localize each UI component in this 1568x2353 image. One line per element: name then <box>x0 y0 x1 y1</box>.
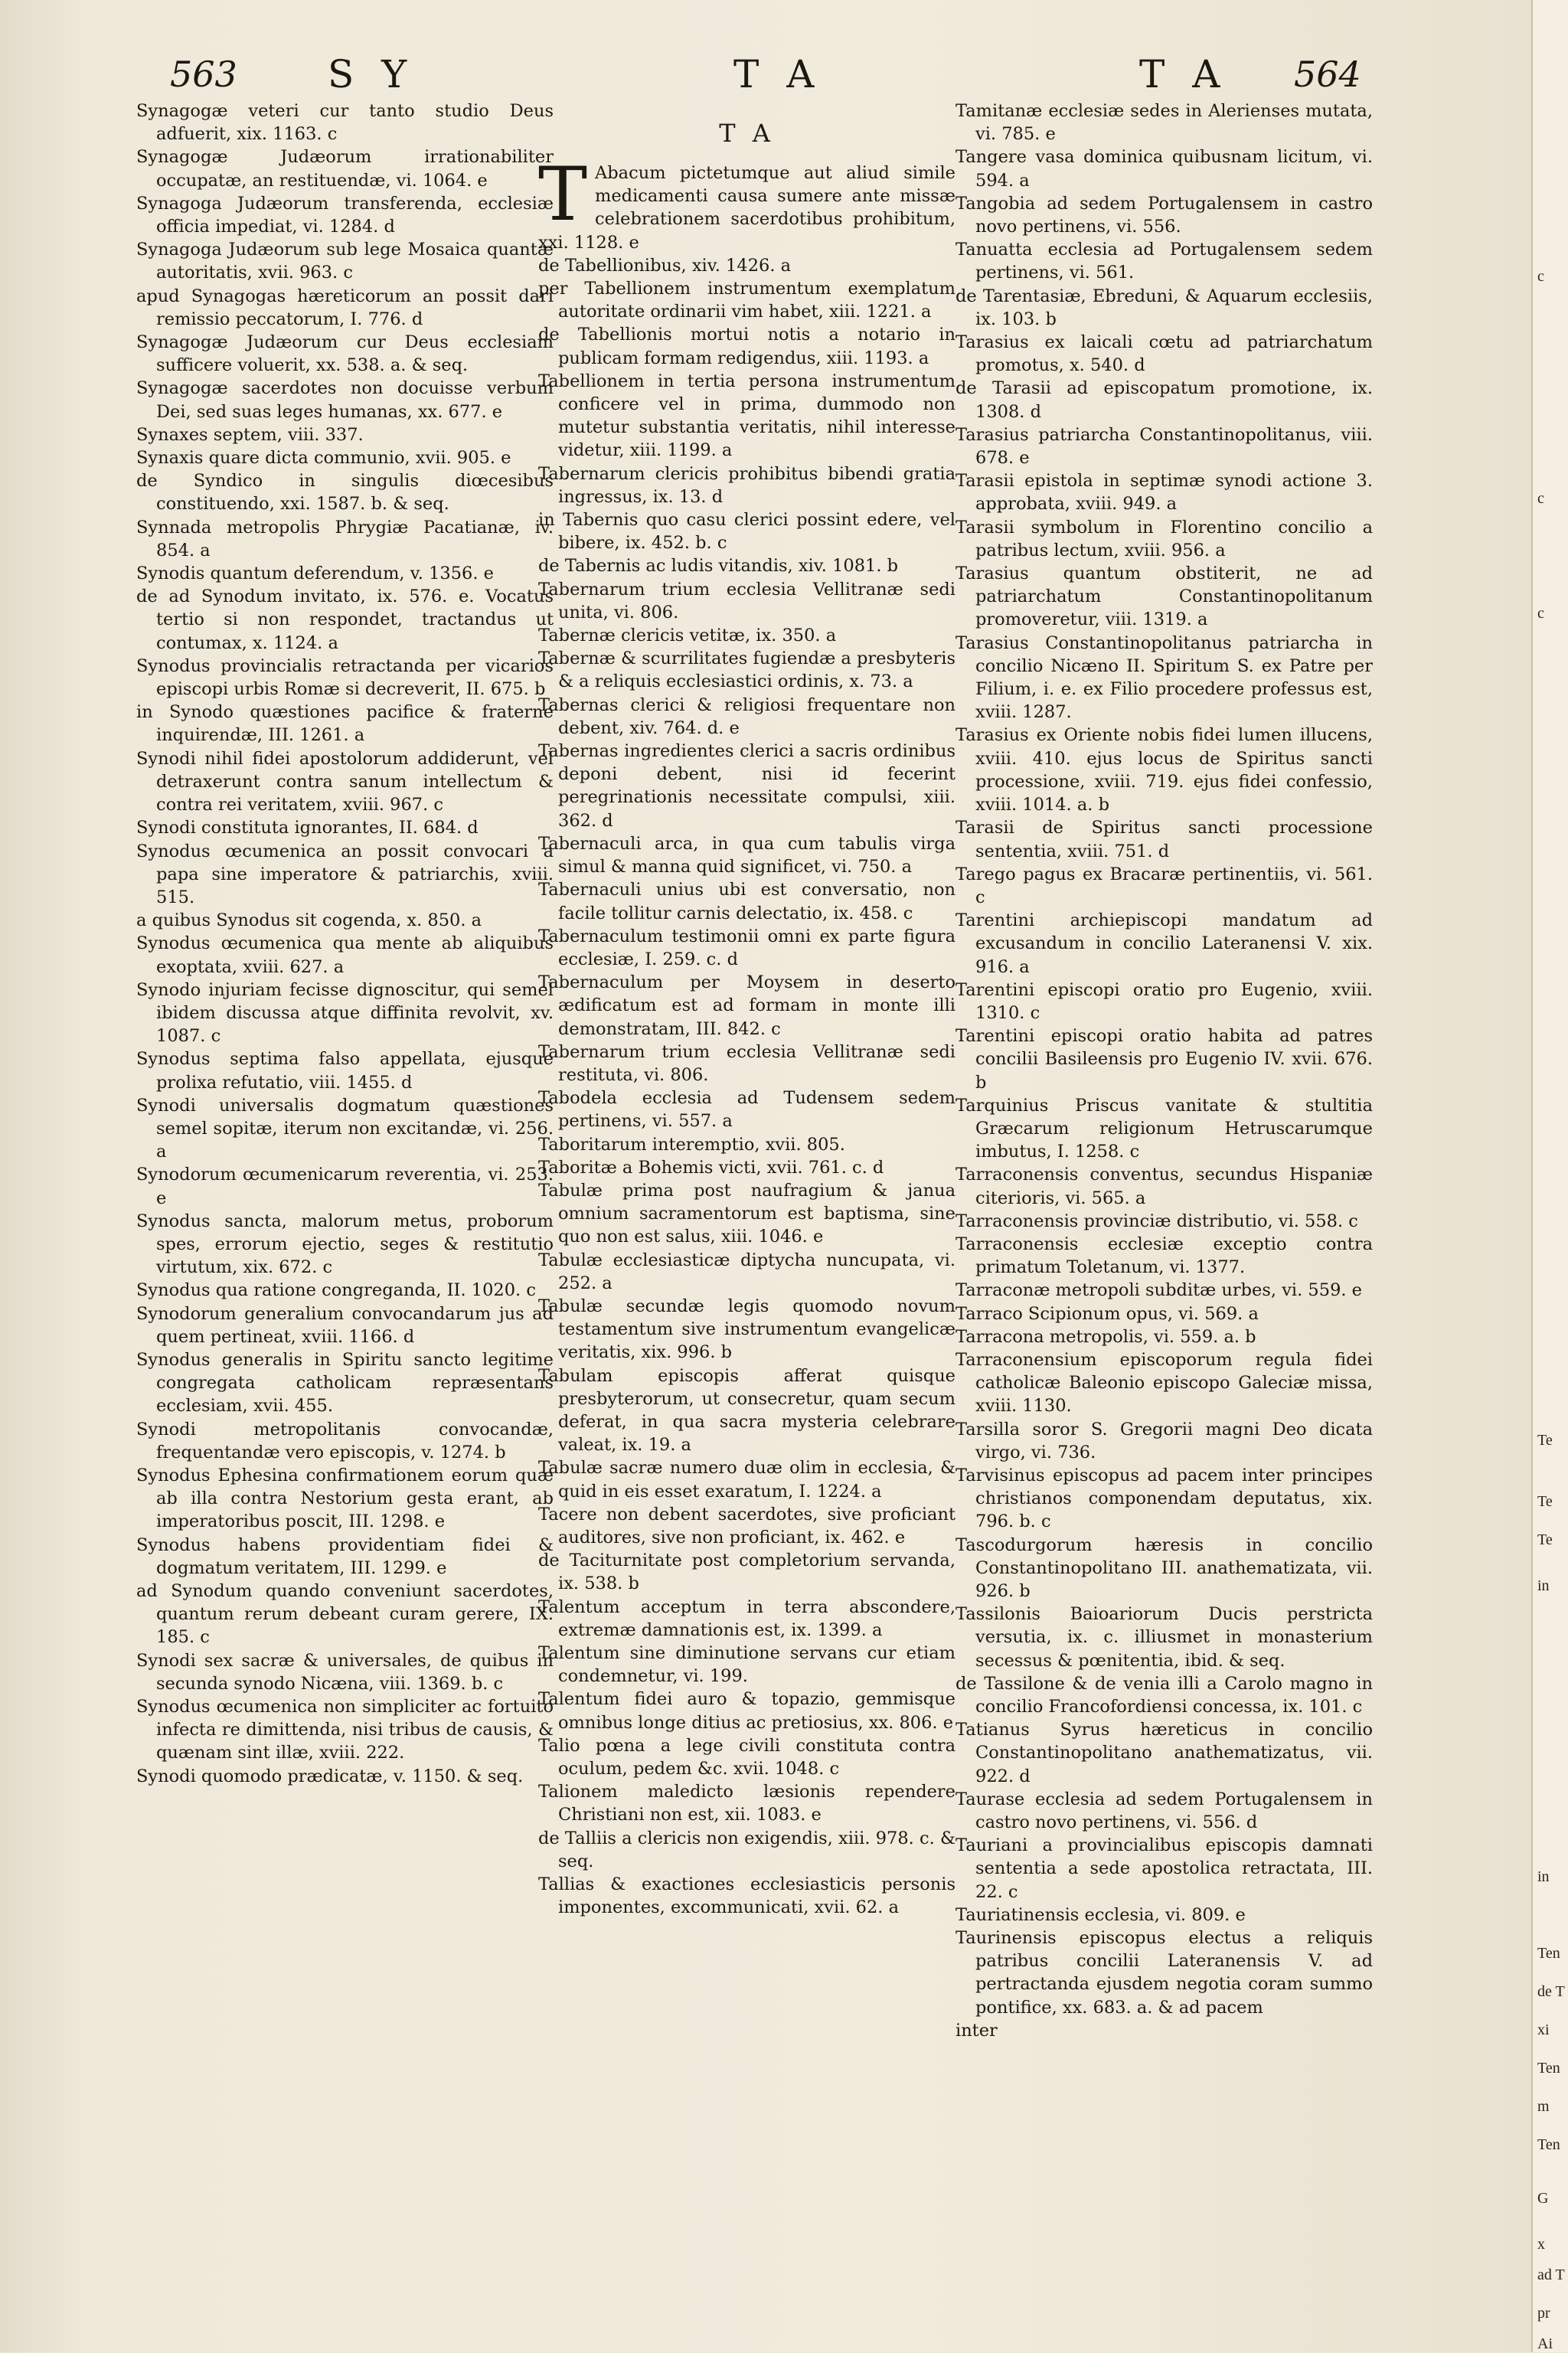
next-page-fragment: c <box>1537 605 1544 622</box>
index-entry: Tatianus Syrus hæreticus in concilio Constantinopolitano anathematizatus, vii. 922. d <box>956 1720 1373 1786</box>
index-entry: Taboritæ a Bohemis victi, xvii. 761. c. d <box>538 1157 884 1178</box>
next-page-fragment: G <box>1537 2190 1549 2207</box>
index-entry: Synagogæ veteri cur tanto studio Deus adfuerit, xix. 1163. c <box>136 101 554 145</box>
index-entry: Tabernaculi unius ubi est conversatio, non facile tollitur carnis delectatio, ix. 458. c <box>538 880 956 923</box>
index-entry: Synodus septima falso appellata, ejusque prolixa refutatio, viii. 1455. d <box>136 1049 554 1093</box>
index-entry: in Tabernis quo casu clerici possint edere, vel bibere, ix. 452. b. c <box>538 510 956 554</box>
index-column-right <box>956 100 1373 2042</box>
index-entry: Tabernæ clericis vetitæ, ix. 350. a <box>538 626 837 646</box>
index-entry: Synodus œcumenica non simpliciter ac fortuito infecta re dimittenda, nisi tribus de causis, & quænam sint illæ, xviii. 222. <box>136 1697 554 1763</box>
index-entry: Tabernaculum testimonii omni ex parte figura ecclesiæ, I. 259. c. d <box>538 926 956 969</box>
index-entry: Synodus provincialis retractanda per vicarios episcopi urbis Romæ si decreverit, II. 675. b <box>136 655 554 700</box>
index-entry: Talionem maledicto læsionis rependere Christiani non est, xii. 1083. e <box>538 1782 956 1825</box>
index-entry: Tarentini episcopi oratio pro Eugenio, xviii. 1310. c <box>956 979 1373 1023</box>
index-entry: Tarego pagus ex Bracaræ pertinentiis, vi. 561. c <box>956 864 1373 907</box>
index-entry: Synodus œcumenica an possit convocari a papa sine imperatore & patriarchis, xviii. 515. <box>136 841 554 907</box>
index-column-middle <box>538 100 956 1919</box>
index-entry: Tarasii de Spiritus sancti processione sententia, xviii. 751. d <box>956 818 1373 861</box>
index-entry: Tarraconensis ecclesiæ exceptio contra primatum Toletanum, vi. 1377. <box>956 1234 1373 1278</box>
index-entry: Talentum fidei auro & topazio, gemmisque omnibus longe ditius ac pretiosius, xx. 806. e <box>538 1689 956 1733</box>
index-entry: Tabodela ecclesia ad Tudensem sedem pertinens, vi. 557. a <box>538 1088 956 1132</box>
index-entry: Synaxes septem, viii. 337. <box>136 424 364 445</box>
index-entry: de ad Synodum invitato, ix. 576. e. Vocatus tertio si non respondet, tractandus ut contumax, x. 1124. a <box>136 587 554 653</box>
index-entry: Synodi universalis dogmatum quæstiones semel sopitæ, iterum non excitandæ, vi. 256. a <box>136 1095 554 1162</box>
index-entry: Tabulæ secundæ legis quomodo novum testamentum sive instrumentum evangelicæ veritatis, xix. 996. b <box>538 1296 956 1363</box>
next-page-fragment: Te <box>1537 1531 1553 1548</box>
index-entry: Tangere vasa dominica quibusnam licitum, vi. 594. a <box>956 147 1373 191</box>
index-entry: Talentum acceptum in terra abscondere, extremæ damnationis est, ix. 1399. a <box>538 1596 956 1640</box>
index-entry: Taurinensis episcopus electus a reliquis patribus concilii Lateranensis V. ad pertractanda ejusdem negotia coram summo pontifice, xx. 683. a. & ad pacem <box>956 1928 1373 2018</box>
next-page-fragment: x <box>1537 2236 1545 2253</box>
index-entry: de Talliis a clericis non exigendis, xiii. 978. c. & seq. <box>538 1828 956 1871</box>
index-entry: Tamitanæ ecclesiæ sedes in Alerienses mutata, vi. 785. e <box>956 101 1373 145</box>
index-entry: Synodi sex sacræ & universales, de quibus in secunda synodo Nicæna, viii. 1369. b. c <box>136 1650 554 1694</box>
index-entry: Tabernæ & scurrilitates fugiendæ a presbyteris & a reliquis ecclesiastici ordinis, x. 73. a <box>538 649 956 692</box>
index-entry: Taboritarum interemptio, xvii. 805. <box>538 1134 845 1155</box>
index-entry: Tauriani a provincialibus episcopis damnati sententia a sede apostolica retractata, III. 22. c <box>956 1835 1373 1902</box>
right-running-heading: T A <box>1139 52 1228 96</box>
index-entry: Tascodurgorum hæresis in concilio Constantinopolitano III. anathematizata, vii. 926. b <box>956 1534 1373 1601</box>
index-entry: Tauriatinensis ecclesia, vi. 809. e <box>956 1904 1246 1925</box>
index-entry: Tabernas ingredientes clerici a sacris ordinibus deponi debent, nisi id fecerint peregrinationis necessitate compulsi, xiii. 362. d <box>538 741 956 831</box>
next-page-fragment: c <box>1537 490 1544 507</box>
next-page-fragment: ad T <box>1537 2266 1565 2283</box>
index-entry: de Tabellionis mortui notis a notario in publicam formam redigendus, xiii. 1193. a <box>538 325 956 368</box>
index-entry: Synodus habens providentiam fidei & dogmatum veritatem, III. 1299. e <box>136 1534 554 1578</box>
index-entry: Tallias & exactiones ecclesiasticis personis imponentes, excommunicati, xvii. 62. a <box>538 1874 956 1918</box>
index-entry: Synagoga Judæorum sub lege Mosaica quantæ autoritatis, xvii. 963. c <box>136 240 554 283</box>
index-entry <box>538 152 956 254</box>
index-entry: Tabernarum trium ecclesia Vellitranæ sedi restituta, vi. 806. <box>538 1041 956 1085</box>
index-entry: Tarasii symbolum in Florentino concilio a patribus lectum, xviii. 956. a <box>956 517 1373 560</box>
index-entry: Tarentini episcopi oratio habita ad patres concilii Basileensis pro Eugenio IV. xvii. 676. b <box>956 1026 1373 1093</box>
index-entry: Taurase ecclesia ad sedem Portugalensem in castro novo pertinens, vi. 556. d <box>956 1789 1373 1833</box>
index-entry: Synagogæ Judæorum irrationabiliter occupatæ, an restituendæ, vi. 1064. e <box>136 147 554 191</box>
index-entry: Synodus sancta, malorum metus, proborum spes, errorum ejectio, seges & restitutio virtutum, xix. 672. c <box>136 1211 554 1278</box>
next-page-fragment: xi <box>1537 2021 1550 2038</box>
index-entry: Synodus œcumenica qua mente ab aliquibus exoptata, xviii. 627. a <box>136 933 554 977</box>
index-entry: in Synodo quæstiones pacifice & fraterne inquirendæ, III. 1261. a <box>136 702 554 746</box>
next-page-fragment: Ai <box>1537 2335 1553 2352</box>
index-entry: Tarasius Constantinopolitanus patriarcha in concilio Nicæno II. Spiritum S. ex Patre per Filium, i. e. ex Filio procedere professus est, xviii. 1287. <box>956 632 1373 723</box>
index-entry: Synodus qua ratione congreganda, II. 1020. c <box>136 1280 536 1301</box>
index-entry: Tarraco Scipionum opus, vi. 569. a <box>956 1303 1259 1324</box>
next-page-fragment: m <box>1537 2098 1550 2115</box>
section-heading: T A <box>719 119 775 148</box>
index-entry: de Tarasii ad episcopatum promotione, ix. 1308. d <box>956 378 1373 422</box>
index-entry-text: Abacum pictetumque aut aliud simile medicamenti causa sumere ante missæ celebrationem sacerdotibus prohibitum, xxi. 1128. e <box>538 163 956 253</box>
next-page-fragment: pr <box>1537 2305 1550 2322</box>
index-entry: Tangobia ad sedem Portugalensem in castro novo pertinens, vi. 556. <box>956 193 1373 237</box>
next-page-fragment: in <box>1537 1577 1550 1594</box>
next-page-fragment: Ten <box>1537 2060 1560 2077</box>
index-entry: Tarasius ex Oriente nobis fidei lumen illucens, xviii. 410. ejus locus de Spiritus sancti processione, xviii. 719. ejus fidei confessio, xviii. 1014. a. b <box>956 725 1373 815</box>
index-entry: Tabernaculum per Moysem in deserto ædificatum est ad formam in monte illi demonstratam, III. 842. c <box>538 972 956 1039</box>
index-entry: de Taciturnitate post completorium servanda, ix. 538. b <box>538 1551 956 1594</box>
index-entry: Synodi metropolitanis convocandæ, frequentandæ vero episcopis, v. 1274. b <box>136 1419 554 1462</box>
index-entry: Tarraconæ metropoli subditæ urbes, vi. 559. e <box>956 1280 1363 1301</box>
index-entry: Tassilonis Baioariorum Ducis perstricta versutia, ix. c. illiusmet in monasterium secessus & pœnitentia, ibid. & seq. <box>956 1604 1373 1671</box>
index-entry: inter <box>956 2020 998 2041</box>
index-entry: Talio pœna a lege civili constituta contra oculum, pedem &c. xvii. 1048. c <box>538 1735 956 1779</box>
index-column-left <box>136 100 554 1788</box>
index-entry: Tarracona metropolis, vi. 559. a. b <box>956 1326 1256 1347</box>
index-entry: Tarquinius Priscus vanitate & stultitia Græcarum religionum Hetruscarumque imbutus, I. 1258. c <box>956 1095 1373 1162</box>
index-entry: Tabellionem in tertia persona instrumentum conficere vel in prima, dummodo non mutetur substantia veritatis, nihil interesse videtur, xiii. 1199. a <box>538 371 956 461</box>
index-entry: Tarentini archiepiscopi mandatum ad excusandum in concilio Lateranensi V. xix. 916. a <box>956 910 1373 977</box>
index-entry: Tacere non debent sacerdotes, sive proficiant auditores, sive non proficiant, ix. 462. e <box>538 1504 956 1547</box>
index-entry: de Tabernis ac ludis vitandis, xiv. 1081. b <box>538 556 899 577</box>
index-entry: Tarasius ex laicali cœtu ad patriarchatum promotus, x. 540. d <box>956 332 1373 376</box>
drop-cap: T <box>538 152 588 237</box>
index-entry: Tabulæ ecclesiasticæ diptycha nuncupata, vi. 252. a <box>538 1250 956 1293</box>
index-entry: Synodorum œcumenicarum reverentia, vi. 253. e <box>136 1165 554 1208</box>
index-entry: Tanuatta ecclesia ad Portugalensem sedem pertinens, vi. 561. <box>956 240 1373 283</box>
index-entry: Tabulam episcopis afferat quisque presbyterorum, ut consecretur, quam secum deferat, in qua sacra mysteria celebrare valeat, ix. 19. a <box>538 1365 956 1456</box>
index-entry: Synagogæ sacerdotes non docuisse verbum Dei, sed suas leges humanas, xx. 677. e <box>136 378 554 422</box>
next-page-fragment: in <box>1537 1868 1550 1885</box>
next-page-fragment: Ten <box>1537 2136 1560 2153</box>
index-entry: a quibus Synodus sit cogenda, x. 850. a <box>136 910 482 931</box>
index-entry: Synodus generalis in Spiritu sancto legitime congregata catholicam repræsentans ecclesiam, xvii. 455. <box>136 1349 554 1417</box>
index-entry: Tarraconensium episcoporum regula fidei catholicæ Baleonio episcopo Galeciæ missa, xviii. 1130. <box>956 1349 1373 1417</box>
index-entry: Tarraconensis conventus, secundus Hispaniæ citerioris, vi. 565. a <box>956 1165 1373 1208</box>
index-entry: Synodi nihil fidei apostolorum addiderunt, vel detraxerunt contra sanum intellectum & contra rei veritatem, xviii. 967. c <box>136 748 554 815</box>
next-page-fragment: de T <box>1537 1983 1565 2000</box>
next-page-fragment: Te <box>1537 1432 1553 1449</box>
index-entry: Tabernarum clericis prohibitus bibendi gratia ingressus, ix. 13. d <box>538 463 956 507</box>
index-entry: Tarasius quantum obstiterit, ne ad patriarchatum Constantinopolitanum promoveretur, viii. 1319. a <box>956 564 1373 630</box>
index-entry: Tarasii epistola in septimæ synodi actione 3. approbata, xviii. 949. a <box>956 471 1373 515</box>
index-entry: de Tabellionibus, xiv. 1426. a <box>538 255 792 276</box>
index-entry: Tabernas clerici & religiosi frequentare non debent, xiv. 764. d. e <box>538 694 956 738</box>
next-page-fragment: Te <box>1537 1493 1553 1510</box>
center-running-heading: T A <box>733 52 822 96</box>
index-entry: Synodis quantum deferendum, v. 1356. e <box>136 564 494 584</box>
index-entry: de Syndico in singulis diœcesibus constituendo, xxi. 1587. b. & seq. <box>136 471 554 515</box>
index-entry: Tarraconensis provinciæ distributio, vi. 558. c <box>956 1211 1358 1231</box>
index-entry: Synaxis quare dicta communio, xvii. 905. e <box>136 448 511 469</box>
index-entry: Synodo injuriam fecisse dignoscitur, qui semel ibidem discussa atque diffinita revolvit, xv. 1087. c <box>136 979 554 1047</box>
index-entry: Synodus Ephesina confirmationem eorum quæ ab illa contra Nestorium gesta erant, ab imperatoribus poscit, III. 1298. e <box>136 1465 554 1532</box>
index-entry: de Tarentasiæ, Ebreduni, & Aquarum ecclesiis, ix. 103. b <box>956 286 1373 329</box>
index-entry: Synagogæ Judæorum cur Deus ecclesiam sufficere voluerit, xx. 538. a. & seq. <box>136 332 554 376</box>
index-entry: Tabernaculi arca, in qua cum tabulis virga simul & manna quid significet, vi. 750. a <box>538 833 956 877</box>
index-entry: ad Synodum quando conveniunt sacerdotes, quantum rerum debeant curam gerere, IX. 185. c <box>136 1581 554 1648</box>
index-entry: Tabulæ sacræ numero duæ olim in ecclesia, & quid in eis esset exaratum, I. 1224. a <box>538 1458 956 1502</box>
index-entry: apud Synagogas hæreticorum an possit dari remissio peccatorum, I. 776. d <box>136 286 554 329</box>
index-entry: Synodorum generalium convocandarum jus ad quem pertineat, xviii. 1166. d <box>136 1303 554 1347</box>
next-page-fragment: c <box>1537 268 1544 285</box>
index-entry: Tabulæ prima post naufragium & janua omnium sacramentorum est baptisma, sine quo non est salus, xiii. 1046. e <box>538 1180 956 1247</box>
index-entry: Tarsilla soror S. Gregorii magni Deo dicata virgo, vi. 736. <box>956 1419 1373 1462</box>
index-entry: Tarvisinus episcopus ad pacem inter principes christianos componendam deputatus, xix. 796. b. c <box>956 1465 1373 1532</box>
index-entry: Synnada metropolis Phrygiæ Pacatianæ, iv. 854. a <box>136 517 554 560</box>
index-entry: Synagoga Judæorum transferenda, ecclesiæ officia impediat, vi. 1284. d <box>136 193 554 237</box>
next-page-fragment: Ten <box>1537 1945 1560 1962</box>
index-entry: Synodi constituta ignorantes, II. 684. d <box>136 818 479 838</box>
index-entry: de Tassilone & de venia illi a Carolo magno in concilio Francofordiensi concessa, ix. 101. c <box>956 1673 1373 1717</box>
left-running-heading: S Y <box>328 52 415 96</box>
index-entry: Synodi quomodo prædicatæ, v. 1150. & seq. <box>136 1766 524 1786</box>
right-page-number: 564 <box>1294 54 1361 95</box>
left-page-number: 563 <box>170 54 237 95</box>
index-entry: Tabernarum trium ecclesia Vellitranæ sedi unita, vi. 806. <box>538 579 956 623</box>
index-entry: per Tabellionem instrumentum exemplatum autoritate ordinarii vim habet, xiii. 1221. a <box>538 279 956 322</box>
index-entry: Talentum sine diminutione servans cur etiam condemnetur, vi. 199. <box>538 1643 956 1687</box>
index-entry: Tarasius patriarcha Constantinopolitanus, viii. 678. e <box>956 424 1373 469</box>
